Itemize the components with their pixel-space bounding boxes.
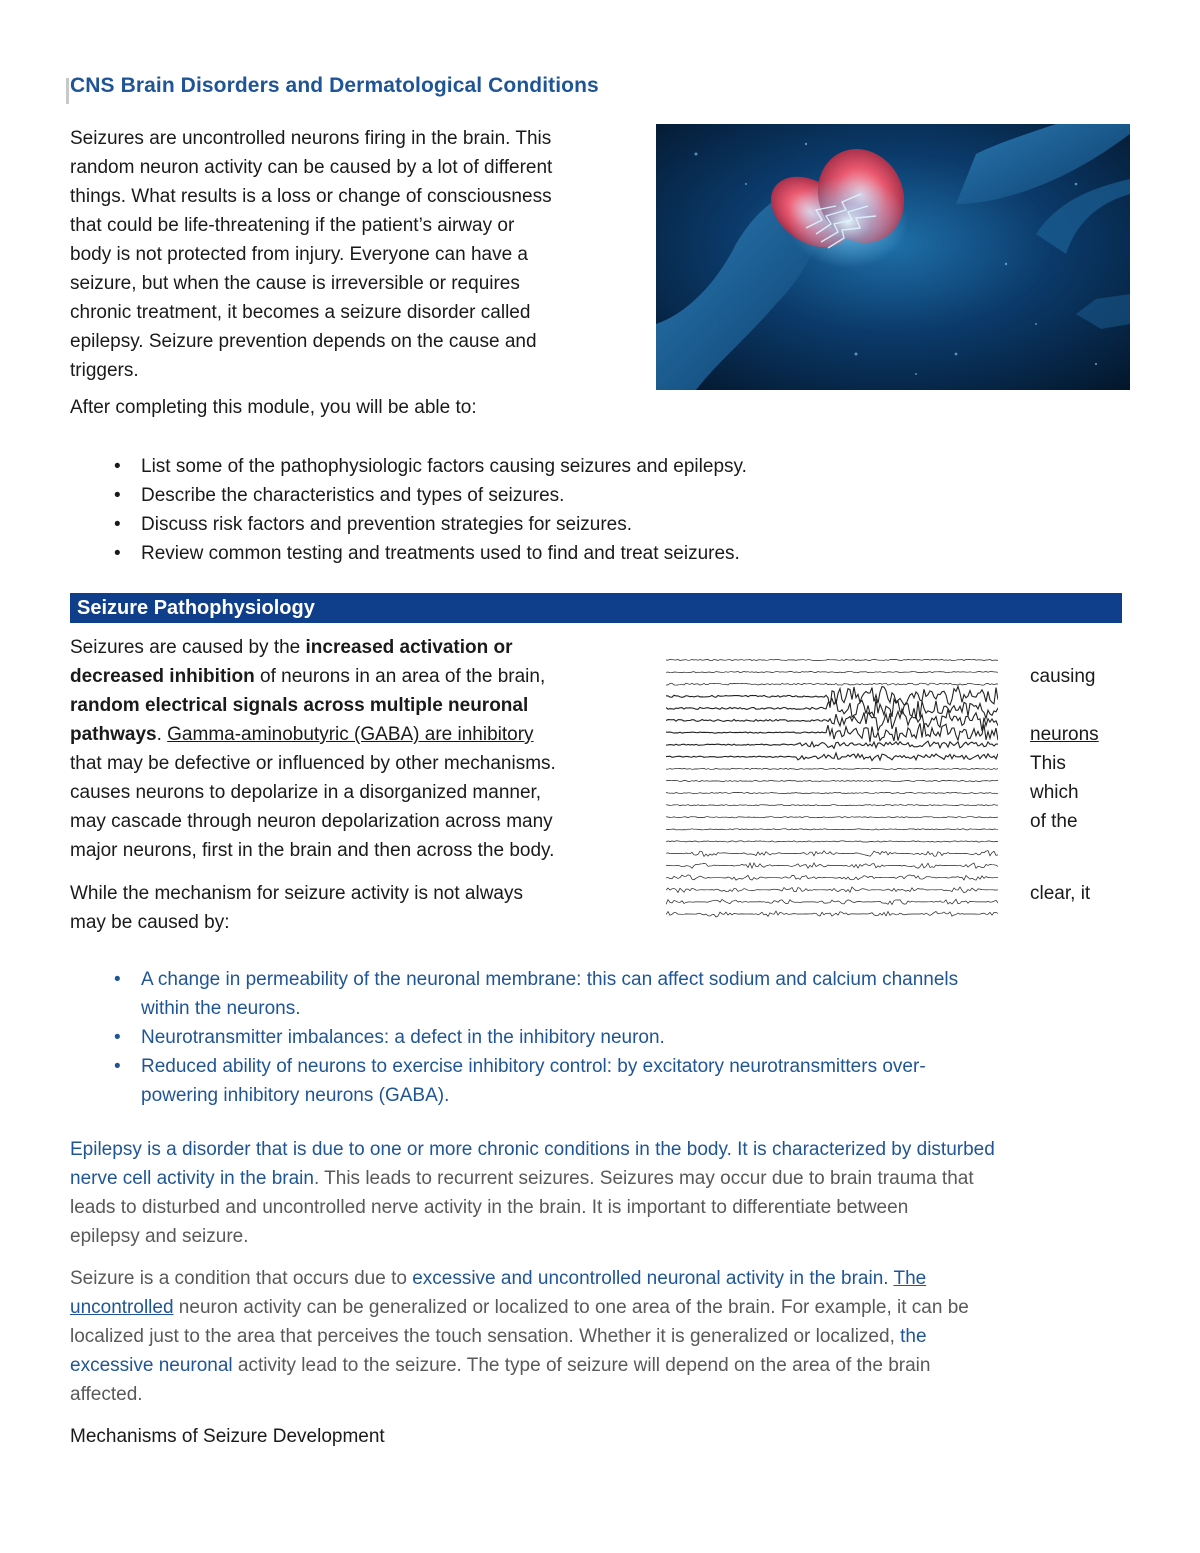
underlined-run: The (893, 1268, 927, 1289)
eeg-channel-trace (666, 723, 998, 742)
epilepsy-paragraph (70, 1135, 1140, 1251)
text-run: . This leads to recurrent seizures. Seizures may occur due to brain trauma that (313, 1168, 974, 1189)
list-item: • Discuss risk factors and prevention strategies for seizures. (70, 510, 1120, 539)
pathophysiology-paragraph (70, 633, 660, 865)
eeg-channel-trace (666, 659, 998, 660)
intro-line: that could be life-threatening if the patient’s airway or (70, 215, 515, 236)
text-run: neuron activity can be generalized or localized to one area of the brain. For example, it can be (173, 1297, 969, 1318)
eeg-channel-trace (666, 753, 998, 761)
objectives-list (70, 452, 1120, 568)
neuron-synapse-image (656, 124, 1130, 390)
text-run: may cascade through neuron depolarization across many (70, 811, 553, 832)
intro-line: random neuron activity can be caused by a lot of different (70, 157, 553, 178)
eeg-channel-trace (666, 672, 998, 673)
intro-line: things. What results is a loss or change of consciousness (70, 186, 552, 207)
eeg-channel-trace (666, 805, 998, 806)
text-run: excessive and uncontrolled neuronal activity in the brain. (412, 1268, 894, 1289)
list-item: • List some of the pathophysiologic factors causing seizures and epilepsy. (70, 452, 1120, 481)
list-item (70, 1023, 1120, 1052)
intro-line: chronic treatment, it becomes a seizure disorder called (70, 302, 531, 323)
list-item: • Review common testing and treatments used to find and treat seizures. (70, 539, 1120, 568)
text-run: Seizure is a condition that occurs due to (70, 1268, 413, 1289)
eeg-channel-trace (666, 768, 998, 769)
list-item-line: • Reduced ability of neurons to exercise inhibitory control: by excitatory neurotransmitters over- (141, 1056, 926, 1077)
mechanisms-list (70, 965, 1120, 1110)
eeg-channel-trace (666, 851, 998, 857)
eeg-channel-trace (666, 829, 998, 830)
eeg-channel-trace (666, 887, 998, 893)
intro-line: seizure, but when the cause is irreversible or requires (70, 273, 520, 294)
eeg-channel-trace (666, 687, 998, 708)
text-run: While the mechanism for seizure activity is not always (70, 883, 523, 904)
eeg-channel-trace (666, 911, 998, 917)
intro-line: body is not protected from injury. Everyone can have a (70, 244, 529, 265)
section-heading-bar (70, 593, 1122, 623)
eeg-channel-trace (666, 793, 998, 794)
wrap-word: which (1030, 782, 1079, 803)
bold-run: decreased inhibition (70, 666, 255, 687)
title-marker (66, 78, 69, 104)
eeg-channel-trace (666, 683, 998, 685)
eeg-trace-image (666, 652, 998, 922)
bold-run: pathways (70, 724, 157, 745)
text-run: leads to disturbed and uncontrolled nerve activity in the brain. It is important to differentiate between (70, 1197, 909, 1218)
mechanism-intro (70, 879, 660, 937)
text-run: epilepsy and seizure. (70, 1226, 249, 1247)
wrap-word: This (1030, 753, 1066, 774)
eeg-channel-trace (666, 741, 998, 748)
seizure-definition-paragraph (70, 1264, 1140, 1409)
list-item-line: • A change in permeability of the neuronal membrane: this can affect sodium and calcium channels (141, 969, 959, 990)
text-run: that may be defective or influenced by other mechanisms. (70, 753, 556, 774)
page-title: CNS Brain Disorders and Dermatological Conditions (70, 74, 599, 97)
intro-line: Seizures are uncontrolled neurons firing in the brain. This (70, 128, 552, 149)
eeg-channel-trace (666, 841, 998, 842)
eeg-channel-trace (666, 875, 998, 880)
section-heading: Seizure Pathophysiology (77, 597, 315, 619)
wrap-word: of the (1030, 811, 1078, 832)
list-item-line: within the neurons. (141, 998, 301, 1019)
wrap-word: neurons (1030, 724, 1099, 745)
list-item (70, 1052, 1120, 1110)
subheading: Mechanisms of Seizure Development (70, 1426, 385, 1447)
text-run: localized just to the area that perceives the touch sensation. Whether it is generalized or localized, (70, 1326, 901, 1347)
bold-run: increased activation or (305, 637, 513, 658)
text-run: nerve cell activity in the brain (70, 1168, 314, 1189)
text-run: affected. (70, 1384, 143, 1405)
text-run: Seizures are caused by the (70, 637, 306, 658)
text-run: excessive neuronal (70, 1355, 233, 1376)
eeg-channel-trace (666, 899, 998, 904)
list-item-line: • Neurotransmitter imbalances: a defect in the inhibitory neuron. (141, 1027, 665, 1048)
list-item (70, 965, 1120, 1023)
text-run: . (156, 724, 168, 745)
text-run: activity lead to the seizure. The type of seizure will depend on the area of the brain (232, 1355, 931, 1376)
text-run: the (900, 1326, 927, 1347)
text-run: causes neurons to depolarize in a disorganized manner, (70, 782, 542, 803)
underlined-run: uncontrolled (70, 1297, 174, 1318)
eeg-channel-trace (666, 780, 998, 781)
intro-line: triggers. (70, 360, 139, 381)
eeg-channel-trace (666, 863, 998, 869)
text-run: may be caused by: (70, 912, 230, 933)
wrap-word: causing (1030, 666, 1096, 687)
bold-run: random electrical signals across multiple neuronal (70, 695, 529, 716)
text-run: Epilepsy is a disorder that is due to one or more chronic conditions in the body. It is characterized by disturbed (70, 1139, 995, 1160)
intro-paragraph (70, 124, 640, 385)
text-run: of neurons in an area of the brain, (254, 666, 546, 687)
underlined-run: Gamma-aminobutyric (GABA) are inhibitory (167, 724, 534, 745)
list-item: • Describe the characteristics and types of seizures. (70, 481, 1120, 510)
eeg-channel-trace (666, 817, 998, 818)
list-item-line: powering inhibitory neurons (GABA). (141, 1085, 450, 1106)
intro-line: epilepsy. Seizure prevention depends on the cause and (70, 331, 537, 352)
objectives-intro: After completing this module, you will be able to: (70, 397, 477, 418)
text-run: major neurons, first in the brain and then across the body. (70, 840, 555, 861)
wrap-word: clear, it (1030, 883, 1091, 904)
